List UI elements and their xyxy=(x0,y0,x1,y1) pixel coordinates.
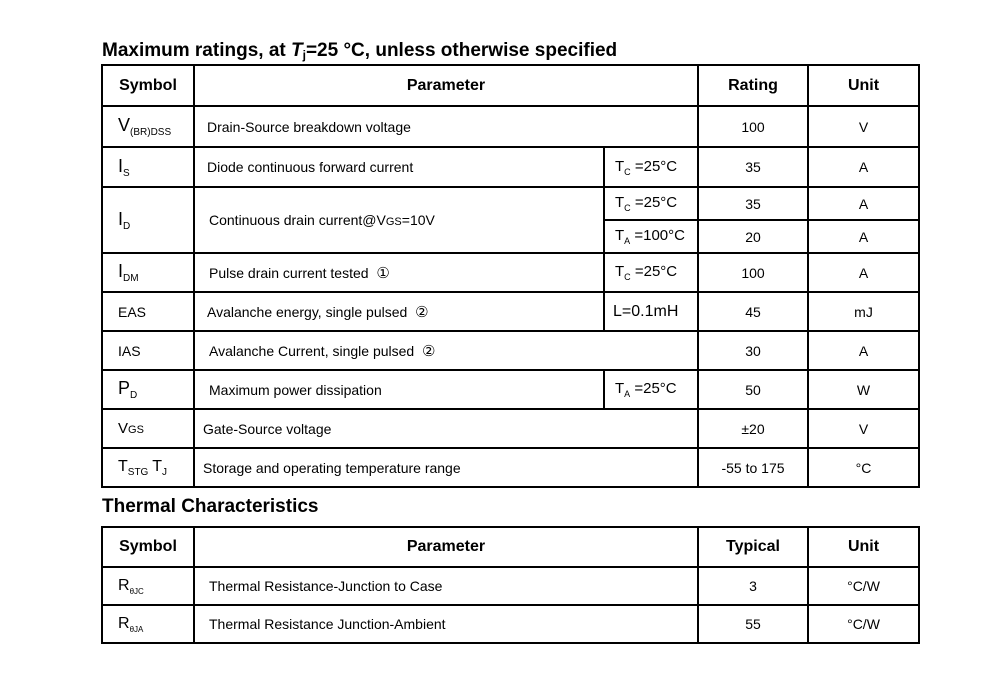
symbol-main: I xyxy=(118,208,124,229)
cond-t: T xyxy=(615,263,625,280)
thermal-table xyxy=(101,526,920,644)
title-suffix: =25 °C, unless otherwise specified xyxy=(305,40,618,61)
condition-cell: L=0.1mH xyxy=(604,292,698,331)
unit-cell: °C/W xyxy=(808,567,919,605)
unit-cell: V xyxy=(808,106,919,147)
unit-cell: mJ xyxy=(808,292,919,331)
symbol-cell xyxy=(102,106,194,147)
table-row xyxy=(102,448,919,487)
rating-cell: 30 xyxy=(698,331,808,370)
symbol-main: I xyxy=(118,261,124,281)
cond-t: T xyxy=(615,380,625,397)
rating-cell: ±20 xyxy=(698,409,808,448)
param-text: Pulse drain current tested xyxy=(209,264,369,281)
symbol-sub: D xyxy=(130,390,138,401)
header-typical: Typical xyxy=(698,527,808,567)
rating-cell: -55 to 175 xyxy=(698,448,808,487)
unit-cell: V xyxy=(808,409,919,448)
header-symbol: Symbol xyxy=(102,65,194,106)
symbol-sub: STG xyxy=(127,466,149,478)
typical-cell: 3 xyxy=(698,567,808,605)
rating-cell: 45 xyxy=(698,292,808,331)
param-sub: GS xyxy=(385,216,402,228)
symbol-sub: S xyxy=(123,167,130,179)
title-prefix: Maximum ratings, at xyxy=(102,40,291,61)
symbol-cell xyxy=(102,253,194,292)
symbol-cell xyxy=(102,448,194,487)
cond-sub: C xyxy=(624,203,631,213)
unit-cell: °C xyxy=(808,448,919,487)
unit-cell: A xyxy=(808,331,919,370)
symbol-sub: (BR)DSS xyxy=(130,127,172,138)
cond-t: T xyxy=(615,194,625,211)
rating-cell: 35 xyxy=(698,187,808,220)
param-text: Avalanche energy, single pulsed xyxy=(207,303,408,320)
unit-cell: A xyxy=(808,220,919,253)
cond-t: T xyxy=(615,227,625,244)
unit-cell: A xyxy=(808,187,919,220)
table-row xyxy=(102,106,919,147)
symbol-main: R xyxy=(118,614,130,632)
symbol-cell xyxy=(102,187,194,253)
parameter-cell: Maximum power dissipation xyxy=(194,370,604,409)
param-text: Avalanche Current, single pulsed xyxy=(209,342,415,359)
cond-val: =100°C xyxy=(634,227,685,244)
rating-cell: 20 xyxy=(698,220,808,253)
symbol-sub: D xyxy=(123,220,131,232)
thermal-title: Thermal Characteristics xyxy=(102,496,319,517)
unit-cell: A xyxy=(808,147,919,187)
table-row xyxy=(102,409,919,448)
parameter-cell: Diode continuous forward current xyxy=(194,147,604,187)
symbol-sub: θJC xyxy=(129,586,144,596)
symbol-cell xyxy=(102,147,194,187)
condition-cell xyxy=(604,147,698,187)
header-rating: Rating xyxy=(698,65,808,106)
title-t: T xyxy=(291,40,303,61)
parameter-cell: Thermal Resistance Junction-Ambient xyxy=(194,605,698,643)
condition-cell xyxy=(604,220,698,253)
cond-sub: A xyxy=(624,236,631,246)
condition-cell xyxy=(604,370,698,409)
parameter-cell xyxy=(194,292,604,331)
header-unit: Unit xyxy=(808,65,919,106)
rating-cell: 35 xyxy=(698,147,808,187)
symbol-main: P xyxy=(118,378,131,398)
symbol-sub-2: J xyxy=(162,466,168,478)
table-row xyxy=(102,253,919,292)
symbol-sub: GS xyxy=(128,424,144,436)
symbol-cell: EAS xyxy=(102,292,194,331)
cond-sub: C xyxy=(624,272,631,282)
header-parameter: Parameter xyxy=(194,527,698,567)
rating-cell: 100 xyxy=(698,253,808,292)
parameter-cell xyxy=(194,253,604,292)
symbol-main: T xyxy=(118,457,128,475)
parameter-cell: Gate-Source voltage xyxy=(194,409,698,448)
header-row xyxy=(102,65,919,106)
symbol-main: R xyxy=(118,576,130,594)
parameter-cell: Drain-Source breakdown voltage xyxy=(194,106,698,147)
symbol-sub: DM xyxy=(123,273,139,284)
param-prefix: Continuous drain current@V xyxy=(209,212,386,228)
rating-cell: 50 xyxy=(698,370,808,409)
param-suffix: =10V xyxy=(401,212,435,228)
table-row xyxy=(102,370,919,409)
table-row xyxy=(102,331,919,370)
title-sub: j xyxy=(302,48,306,62)
note-marker: ② xyxy=(421,342,436,360)
symbol-main: V xyxy=(118,420,129,437)
table-row xyxy=(102,605,919,643)
header-row xyxy=(102,527,919,567)
parameter-cell: Storage and operating temperature range xyxy=(194,448,698,487)
header-parameter: Parameter xyxy=(194,65,698,106)
symbol-cell xyxy=(102,370,194,409)
header-unit: Unit xyxy=(808,527,919,567)
cond-val: =25°C xyxy=(634,194,678,211)
rating-cell: 100 xyxy=(698,106,808,147)
header-symbol: Symbol xyxy=(102,527,194,567)
table-row xyxy=(102,567,919,605)
cond-val: =25°C xyxy=(634,380,677,397)
unit-cell: W xyxy=(808,370,919,409)
max-ratings-title xyxy=(102,40,617,62)
parameter-cell xyxy=(194,331,698,370)
symbol-cell xyxy=(102,605,194,643)
table-row xyxy=(102,147,919,187)
note-marker: ② xyxy=(415,303,429,321)
note-marker: ① xyxy=(376,264,390,282)
condition-cell xyxy=(604,253,698,292)
symbol-cell: IAS xyxy=(102,331,194,370)
symbol-cell xyxy=(102,567,194,605)
table-row xyxy=(102,292,919,331)
parameter-cell: Thermal Resistance-Junction to Case xyxy=(194,567,698,605)
typical-cell: 55 xyxy=(698,605,808,643)
cond-sub: C xyxy=(624,166,631,177)
parameter-cell xyxy=(194,187,604,253)
symbol-main: V xyxy=(118,115,131,135)
symbol-main: I xyxy=(118,155,124,176)
cond-t: T xyxy=(615,157,625,175)
unit-cell: A xyxy=(808,253,919,292)
max-ratings-table xyxy=(101,64,920,488)
cond-sub: A xyxy=(624,389,631,399)
unit-cell: °C/W xyxy=(808,605,919,643)
symbol-cell xyxy=(102,409,194,448)
cond-val: =25°C xyxy=(634,157,678,175)
condition-cell xyxy=(604,187,698,220)
symbol-main-2: T xyxy=(152,457,163,475)
cond-val: =25°C xyxy=(634,263,678,280)
symbol-sub: θJA xyxy=(129,624,144,634)
table-row xyxy=(102,187,919,220)
